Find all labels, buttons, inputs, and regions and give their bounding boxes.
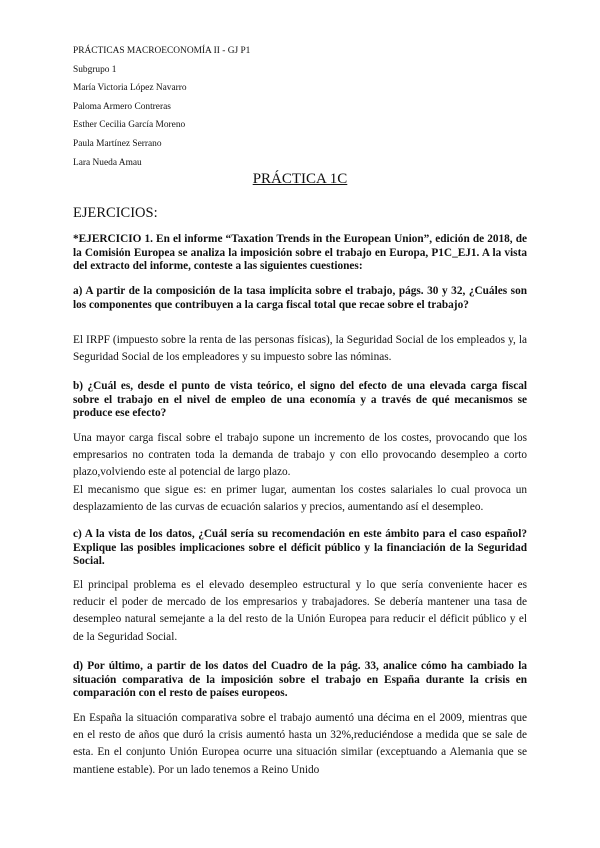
- answer-c: [73, 577, 527, 646]
- answer-b-paragraph-2: El mecanismo que sigue es: en primer lugar, aumentan los costes salariales lo cual provoca un desplazamiento de las curvas de ecuación salarios y precios, aumentando así el desempleo.: [73, 483, 527, 513]
- answer-d-text: En España la situación comparativa sobre el trabajo aumentó una décima en el 2009, mientras que en el resto de años que duró la crisis aumentó hasta un 32%,reduciéndose a medida que se sale de esta. En el conjunto Unión Europea ocurre una situación similar (exceptuando a Alemania que se mantiene estable). Por un lado tenemos a Reino Unido: [73, 712, 527, 776]
- member-name: Paula Martínez Serrano: [73, 138, 162, 149]
- answer-b-paragraph-1: Una mayor carga fiscal sobre el trabajo supone un incremento de los costes, provocando que los empresarios no contraten toda la demanda de trabajo y con ello provocando desempleo a corto plazo,volviendo este al potencial de largo plazo.: [73, 432, 527, 479]
- answer-a-text: El IRPF (impuesto sobre la renta de las personas físicas), la Seguridad Social de los empleados y, la Seguridad Social de los empleadores y su impuesto sobre las nóminas.: [73, 334, 527, 364]
- question-b: [73, 380, 527, 421]
- document-header: [73, 42, 250, 172]
- member-name: Lara Nueda Amau: [73, 157, 142, 168]
- exercise-intro-text: *EJERCICIO 1. En el informe “Taxation Trends in the European Union”, edición de 2018, de la Comisión Europea se analiza la imposición sobre el trabajo en Europa, P1C_EJ1. A la vista del extracto del informe, conteste a las siguientes cuestiones:: [73, 233, 527, 272]
- member-name: Esther Cecilia García Moreno: [73, 120, 186, 131]
- question-c-text: c) A la vista de los datos, ¿Cuál sería su recomendación en este ámbito para el caso español? Explique las posibles implicaciones sobre el déficit público y la financiación de la Seguridad Social.: [73, 528, 527, 567]
- answer-b: [73, 430, 527, 516]
- answer-a: [73, 332, 527, 366]
- subgroup-label: Subgrupo 1: [73, 64, 117, 75]
- exercise-intro: [73, 233, 527, 274]
- answer-c-text: El principal problema es el elevado desempleo estructural y lo que sería conveniente hacer es reducir el poder de mercado de los empresarios y trabajadores. Se debería mantener una tasa de desempleo natural semejante a la del resto de la Unión Europea para reducir el déficit público y el de la Seguridad Social.: [73, 579, 527, 643]
- question-d-text: d) Por último, a partir de los datos del Cuadro de la pág. 33, analice cómo ha cambiado la situación comparativa de la imposición sobre el trabajo en España durante la crisis en comparación con el resto de países europeos.: [73, 660, 527, 699]
- question-b-text: b) ¿Cuál es, desde el punto de vista teórico, el signo del efecto de una elevada carga fiscal sobre el trabajo en el nivel de empleo de una economía y a través de qué mecanismos se produce ese efecto?: [73, 380, 527, 419]
- question-d: [73, 660, 527, 701]
- course-title: PRÁCTICAS MACROECONOMÍA II - GJ P1: [73, 46, 251, 56]
- page-title: PRÁCTICA 1C: [252, 171, 348, 187]
- section-heading: EJERCICIOS:: [73, 205, 158, 221]
- answer-d: [73, 710, 527, 779]
- member-name: María Victoria López Navarro: [73, 83, 187, 94]
- member-name: Paloma Armero Contreras: [73, 101, 171, 112]
- question-c: [73, 528, 527, 569]
- question-a-text: a) A partir de la composición de la tasa implícita sobre el trabajo, págs. 30 y 32, ¿Cuáles son los componentes que contribuyen a la carga fiscal total que recae sobre el trabajo?: [73, 285, 527, 311]
- question-a: [73, 285, 527, 312]
